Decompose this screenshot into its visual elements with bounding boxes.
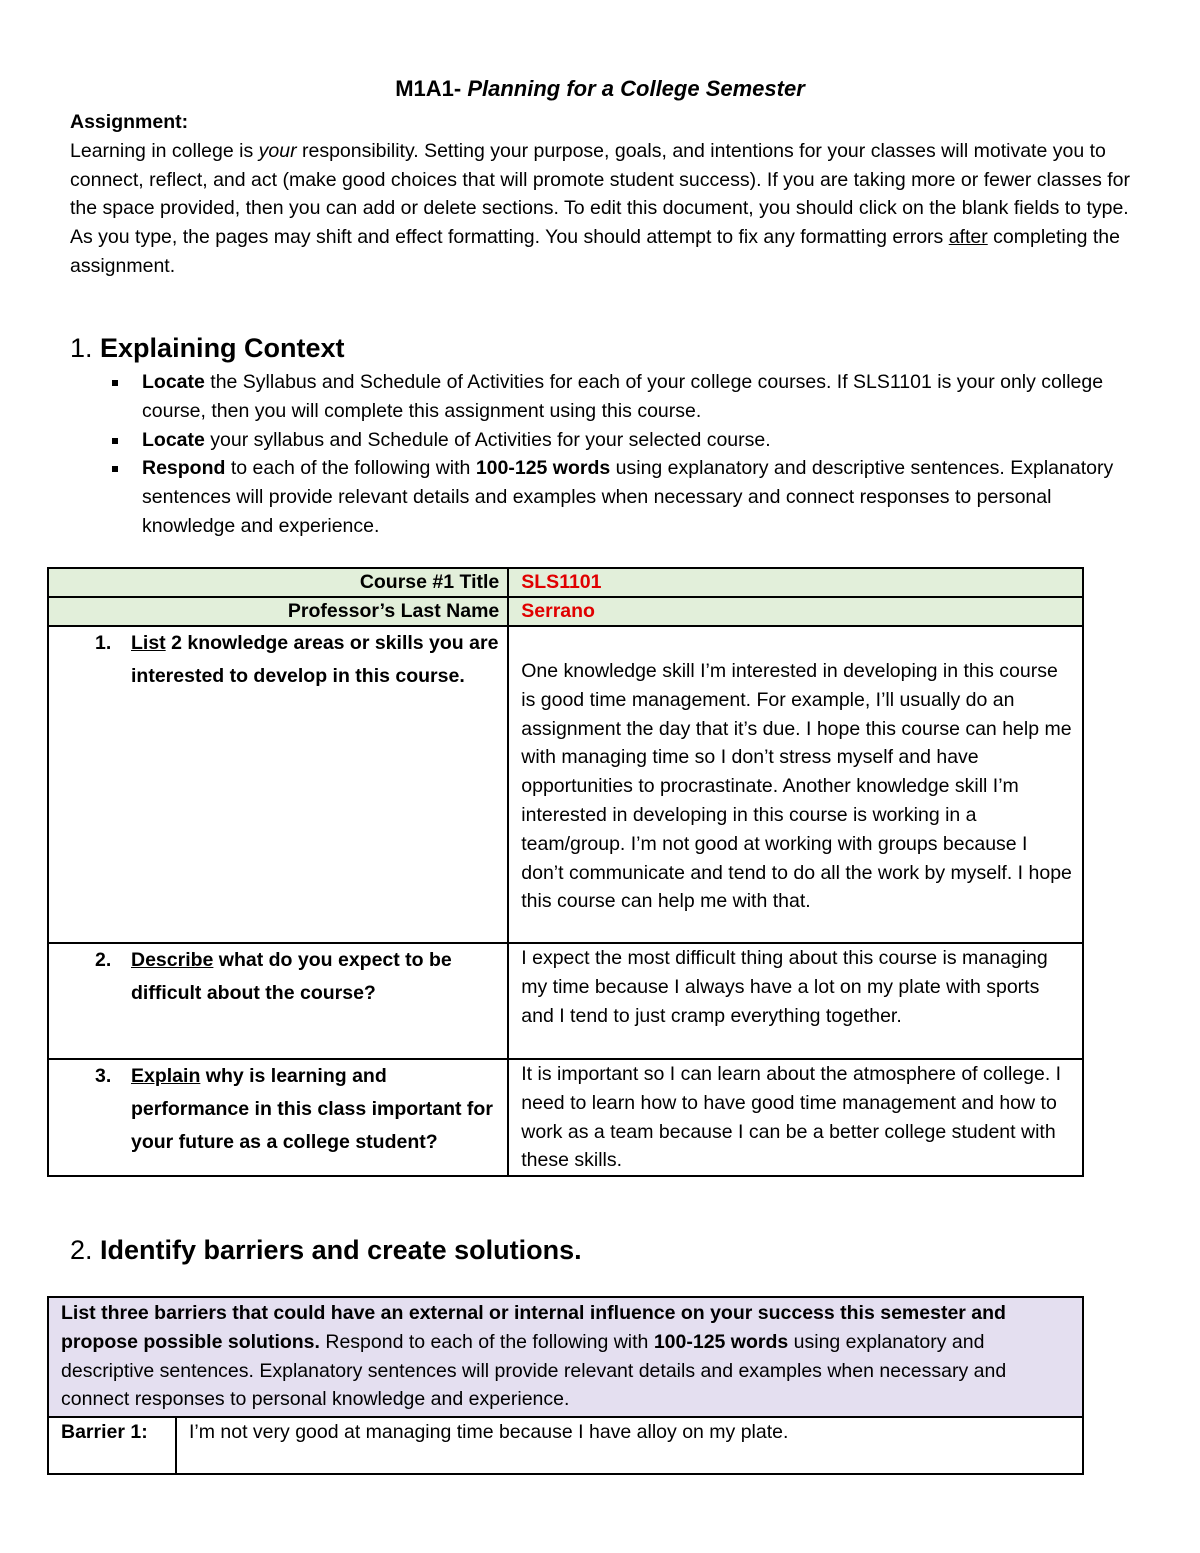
section-2-heading: 2. Identify barriers and create solutions.	[70, 1235, 582, 1265]
barrier-1-field[interactable]: I’m not very good at managing time because I have alloy on my plate.	[176, 1417, 1083, 1474]
course-title-field[interactable]: SLS1101	[508, 568, 1083, 597]
question-3: 3. Explain why is learning and performance in this class important for your future as a college student?	[48, 1059, 508, 1176]
instruction-list	[70, 368, 1140, 541]
question-2: 2. Describe what do you expect to be difficult about the course?	[48, 943, 508, 1059]
course-title-label: Course #1 Title	[48, 568, 508, 597]
section-1-heading: 1. Explaining Context	[70, 333, 345, 363]
answer-3-field[interactable]: It is important so I can learn about the atmosphere of college. I need to learn how to have good time management and how to work as a team because I can be a better college student with these skills.	[508, 1059, 1083, 1176]
assignment-text: Learning in college is your responsibility. Setting your purpose, goals, and intentions for your classes will motivate you to connect, reflect, and act (make good choices that will promote student success). If you are taking more or fewer classes for the space provided, then you can add or delete sections. To edit this document, you should click on the blank fields to type. As you type, the pages may shift and effect formatting. You should attempt to fix any formatting errors after completing the assignment.	[70, 139, 1130, 277]
table-row	[48, 1417, 1083, 1474]
barrier-1-label: Barrier 1:	[48, 1417, 176, 1474]
table-row	[48, 568, 1083, 597]
bullet-square-icon	[112, 380, 118, 386]
barrier-instructions: List three barriers that could have an external or internal influence on your success this semester and propose possible solutions. Respond to each of the following with 100-125 words using explanatory and descriptive sentences. Explanatory sentences will provide relevant details and examples when necessary and connect responses to personal knowledge and experience.	[48, 1297, 1083, 1417]
list-item: Locate your syllabus and Schedule of Activities for your selected course.	[70, 426, 1140, 455]
course-table	[47, 567, 1084, 1177]
table-row	[48, 597, 1083, 626]
list-item: Locate the Syllabus and Schedule of Activities for each of your college courses. If SLS1101 is your only college course, then you will complete this assignment using this course.	[70, 368, 1140, 426]
professor-field[interactable]: Serrano	[508, 597, 1083, 626]
table-row	[48, 626, 1083, 943]
table-row	[48, 943, 1083, 1059]
assignment-intro	[70, 108, 1150, 281]
table-row	[48, 1059, 1083, 1176]
bullet-square-icon	[112, 438, 118, 444]
question-1: 1. List 2 knowledge areas or skills you are interested to develop in this course.	[48, 626, 508, 943]
assignment-label: Assignment:	[70, 111, 189, 133]
barrier-table	[47, 1296, 1084, 1475]
answer-1-field[interactable]: One knowledge skill I’m interested in developing in this course is good time management. For example, I’ll usually do an assignment the day that it’s due. I hope this course can help me with managing time so I don’t stress myself and have opportunities to procrastinate. Another knowledge skill I’m interested in developing in this course is working in a team/group. I’m not good at working with groups because I don’t communicate and tend to do all the work by myself. I hope this course can help me with that.	[508, 626, 1083, 943]
answer-2-field[interactable]: I expect the most difficult thing about this course is managing my time because I always have a lot on my plate with sports and I tend to just cramp everything together.	[508, 943, 1083, 1059]
title-italic: Planning for a College Semester	[467, 76, 805, 101]
professor-label: Professor’s Last Name	[48, 597, 508, 626]
bullet-square-icon	[112, 466, 118, 472]
table-row	[48, 1297, 1083, 1417]
list-item: Respond to each of the following with 100-125 words using explanatory and descriptive sentences. Explanatory sentences will provide relevant details and examples when necessary and connect responses to personal knowledge and experience.	[70, 454, 1140, 540]
document-title: M1A1- Planning for a College Semester	[395, 76, 805, 101]
